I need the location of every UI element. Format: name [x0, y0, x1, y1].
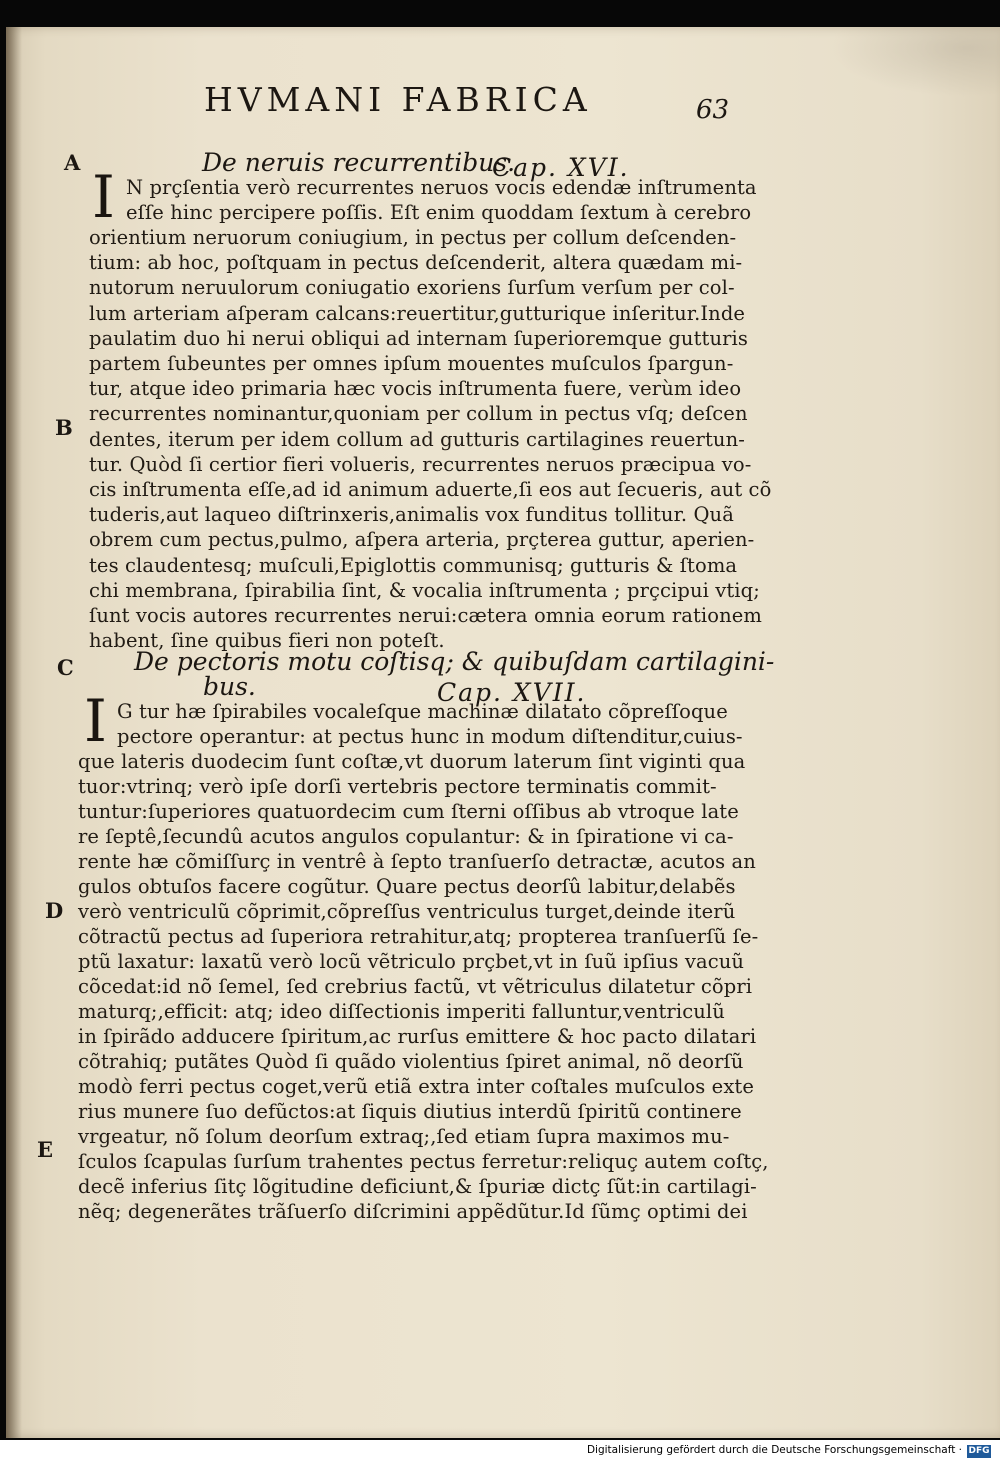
text-line: vrgeatur, nõ ſolum deorſum extraq;,ſed etiam ſupra maximos mu- — [78, 1125, 730, 1148]
text-line: re ſeptê,ſecundû acutos angulos copulantur: & in ſpiratione vi ca- — [78, 825, 734, 848]
text-line: cõtractũ pectus ad ſuperiora retrahitur,atq; propterea tranſuerſũ ſe- — [78, 925, 759, 948]
text-line: modò ferri pectus coget,verũ etiã extra inter coſtales muſculos exte — [78, 1075, 754, 1098]
text-line: obrem cum pectus,pulmo, aſpera arteria, prçterea guttur, aperien- — [89, 528, 755, 552]
text-line: dentes, iterum per idem collum ad gutturis cartilagines reuertun- — [89, 427, 745, 451]
text-line: habent, ſine quibus fieri non poteſt. — [89, 629, 445, 653]
text-line: nutorum neruulorum coniugatio exoriens ſurſum verſum per col- — [89, 276, 735, 300]
text-line: orientium neruorum coniugium, in pectus per collum deſcenden- — [89, 226, 737, 249]
text-line: N prçſentia verò recurrentes neruos vocis edendæ inſtrumenta — [126, 176, 757, 199]
text-line: pectore operantur: at pectus hunc in modum diſtenditur,cuius- — [117, 725, 743, 748]
running-head: HVMANI FABRICA — [204, 80, 592, 119]
text-line: maturq;,efficit: atq; ideo diſſectionis imperiti falluntur,ventriculũ — [78, 1000, 725, 1023]
text-line: in ſpirãdo adducere ſpiritum,ac rurſus emittere & hoc pacto dilatari — [78, 1025, 757, 1048]
marginal-letter-a: A — [64, 150, 81, 175]
page-gutter — [6, 27, 22, 1438]
chapter-17-title-cont: bus. — [203, 672, 256, 701]
text-line: tuor:vtrinq; verò ipſe dorſi vertebris pectore terminatis commit- — [78, 775, 717, 798]
text-line: tuntur:ſuperiores quatuordecim cum ſterni oſſibus ab vtroque late — [78, 800, 739, 823]
marginal-letter-b: B — [55, 415, 73, 440]
text-line: chi membrana, ſpirabilia ſint, & vocalia inſtrumenta ; prçcipui vtiq; — [89, 578, 760, 602]
text-line: tes claudentesq; muſculi,Epiglottis communisq; gutturis & ſtoma — [89, 553, 738, 577]
folio-number: 63 — [696, 95, 730, 125]
chapter-16-initial: I — [92, 163, 115, 231]
text-line: decẽ inferius ſitç lõgitudine deficiunt,& ſpuriæ dictç ſũt:in cartilagi- — [78, 1175, 757, 1198]
dfg-logo-icon: DFG — [968, 1446, 990, 1456]
text-line: ptũ laxatur: laxatũ verò locũ vẽtriculo prçbet,vt in ſuũ ipſius vacuũ — [78, 950, 745, 973]
text-line: que lateris duodecim ſunt coſtæ,vt duorum laterum ſint viginti qua — [78, 750, 746, 773]
text-line: gulos obtuſos facere cogũtur. Quare pectus deorſû labitur,delabẽs — [78, 875, 736, 898]
text-line: cõcedat:id nõ ſemel, ſed crebrius factũ, vt vẽtriculus dilatetur cõpri — [78, 975, 753, 998]
text-line: lum arteriam aſperam calcans:reuertitur,gutturique inſeritur.Inde — [89, 301, 746, 325]
text-line: G tur hæ ſpirabiles vocaleſque machinæ dilatato cõpreſſoque — [117, 700, 728, 723]
chapter-16-number: Cap. XVI. — [492, 153, 630, 182]
text-line: paulatim duo hi nerui obliqui ad internam ſuperioremque gutturis — [89, 326, 748, 350]
text-line: partem ſubeuntes per omnes ipſum mouentes muſculos ſpargun- — [89, 352, 734, 375]
marginal-letter-d: D — [45, 898, 64, 923]
text-line: eſſe hinc percipere poſſis. Eſt enim quoddam ſextum à cerebro — [126, 201, 752, 224]
text-line: tur. Quòd ſi certior fieri volueris, recurrentes neruos præcipua vo- — [89, 452, 752, 476]
marginal-letter-c: C — [57, 655, 74, 680]
chapter-17-initial: I — [84, 687, 107, 755]
text-line: ſculos ſcapulas ſurſum trahentes pectus ferretur:reliquç autem coſtç, — [78, 1150, 769, 1173]
text-line: rius munere ſuo defũctos:at ſiquis diutius interdũ ſpiritũ continere — [78, 1100, 742, 1123]
text-line: verò ventriculũ cõprimit,cõpreſſus ventriculus turget,deinde iterũ — [78, 900, 736, 923]
chapter-16-title: De neruis recurrentibus. — [202, 148, 516, 177]
text-line: recurrentes nominantur,quoniam per collum in pectus vſq; deſcen — [89, 402, 748, 426]
text-line: cõtrahiq; putãtes Quòd ſi quãdo violentius ſpiret animal, nõ deorſũ — [78, 1050, 744, 1073]
text-line: nẽq; degenerãtes trãſuerſo diſcrimini appẽdũtur.Id ſũmç optimi dei — [78, 1200, 748, 1223]
text-line: tur, atque ideo primaria hæc vocis inſtrumenta fuere, verùm ideo — [89, 377, 742, 401]
chapter-17-number: Cap. XVII. — [437, 678, 587, 707]
text-line: tium: ab hoc, poſtquam in pectus deſcenderit, altera quædam mi- — [89, 251, 743, 275]
credit-bar — [0, 1440, 1000, 1463]
text-line: ſunt vocis autores recurrentes nerui:cætera omnia eorum rationem — [89, 604, 762, 627]
text-line: rente hæ cõmiſſurç in ventrê à ſepto tranſuerſo detractæ, acutos an — [78, 850, 756, 873]
credit-text: Digitalisierung gefördert durch die Deutsche Forschungsgemeinschaft · — [586, 1444, 962, 1456]
chapter-17-title: De pectoris motu coſtisq; & quibuſdam cartilagini- — [134, 647, 775, 676]
text-line: tuderis,aut laqueo diſtrinxeris,animalis vox funditus tollitur. Quã — [89, 503, 734, 527]
text-line: cis inſtrumenta eſſe,ad id animum aduerte,ſi eos aut ſecueris, aut cõ — [89, 478, 772, 501]
marginal-letter-e: E — [37, 1137, 54, 1162]
